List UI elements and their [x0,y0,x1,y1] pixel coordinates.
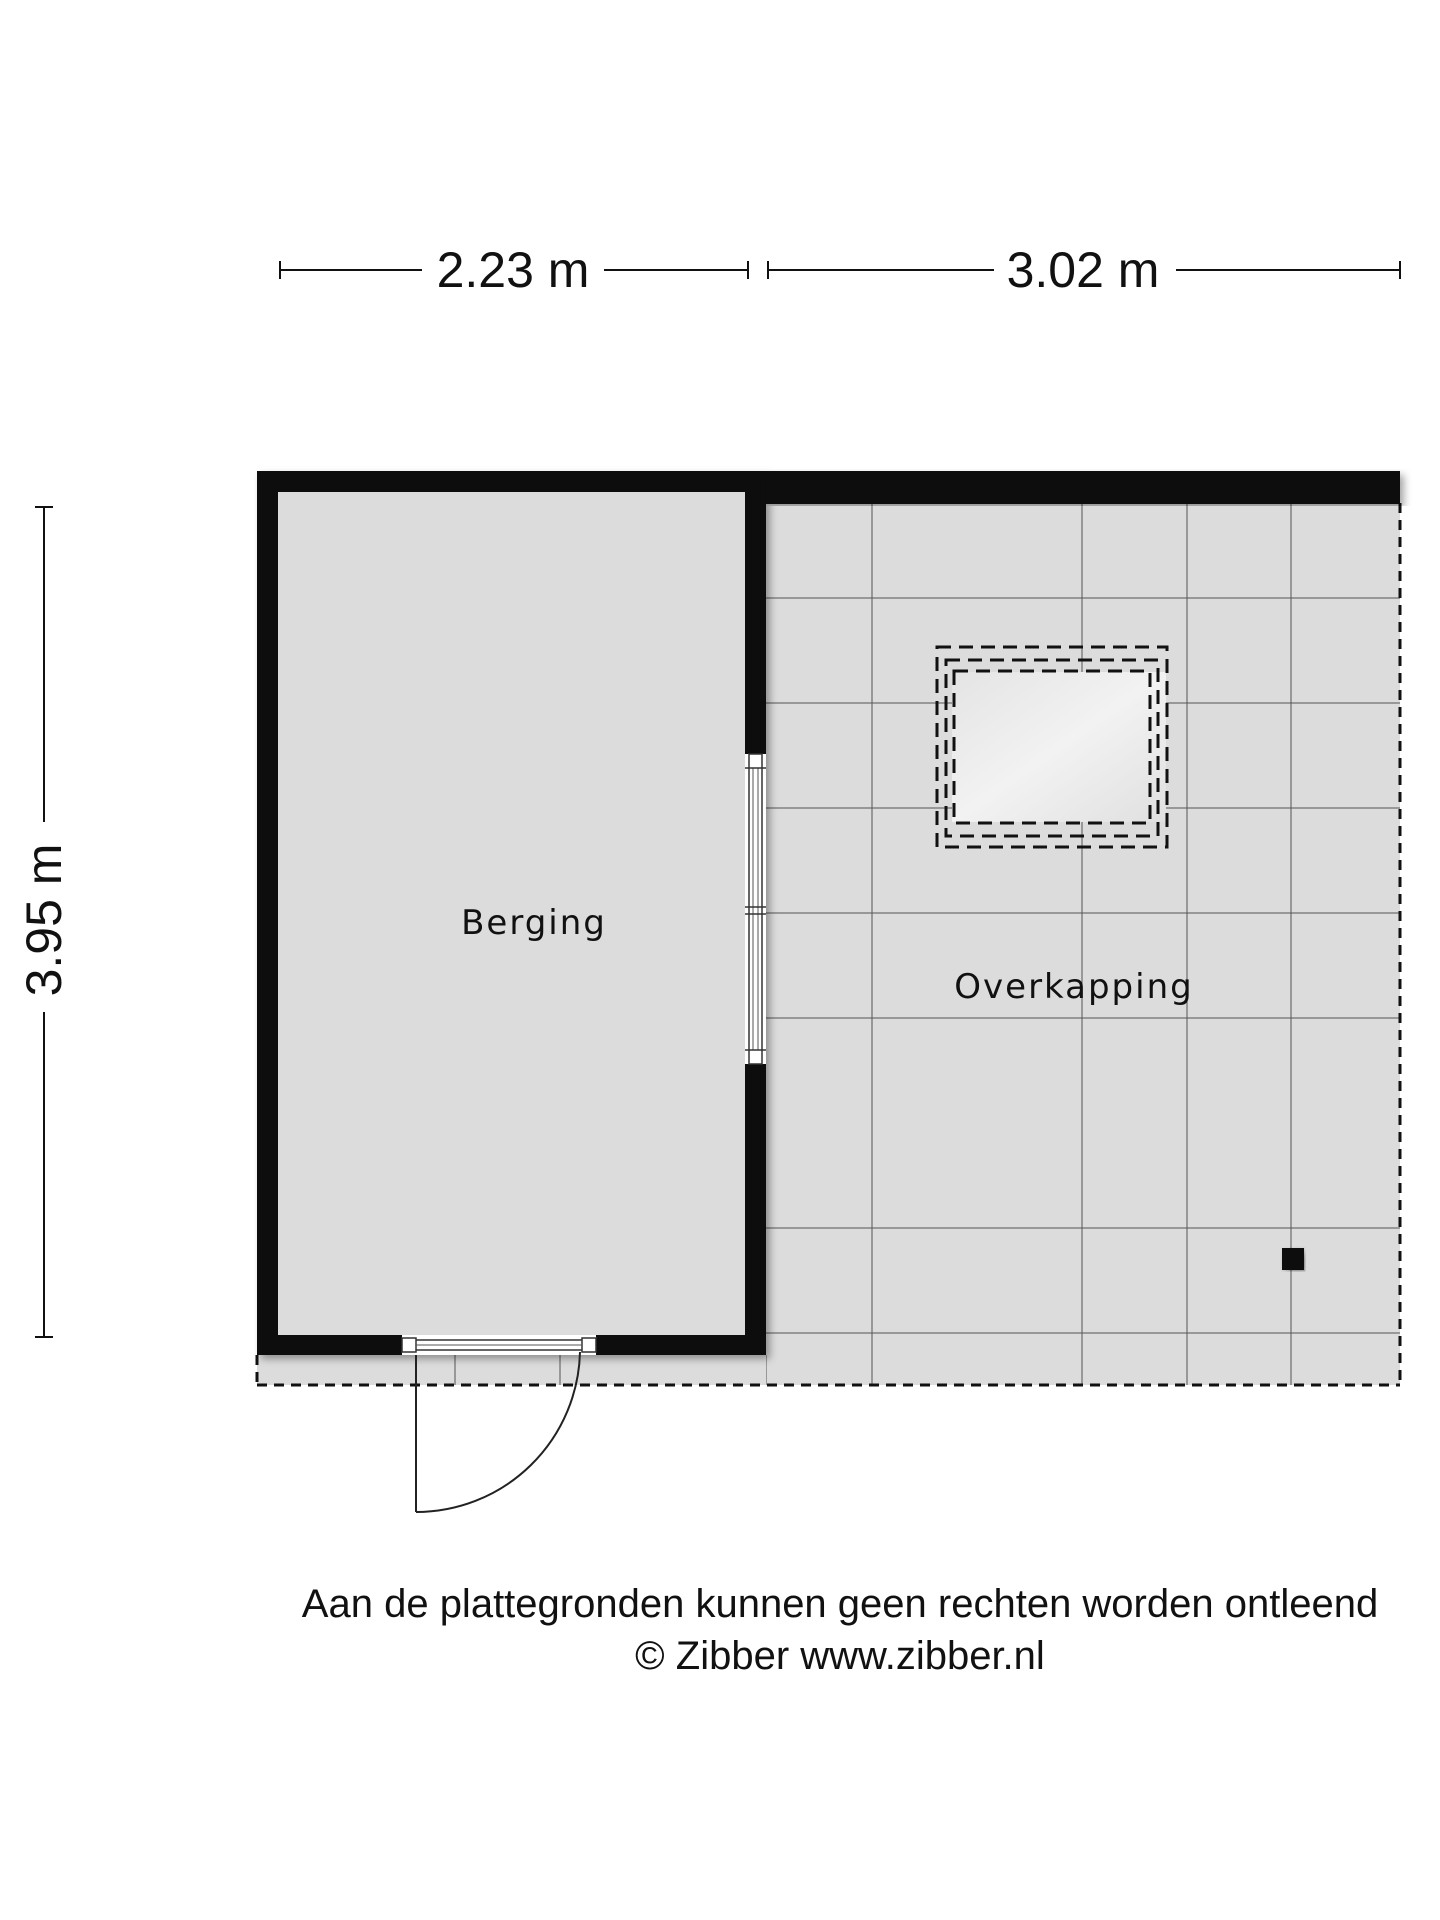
top-wall [766,471,1400,504]
room-label-berging: Berging [461,903,607,943]
disclaimer-text: Aan de plattegronden kunnen geen rechten worden ontleend [301,1582,1379,1626]
copyright-text: © Zibber www.zibber.nl [635,1634,1045,1678]
room-label-overkapping: Overkapping [954,967,1194,1007]
skylight [937,647,1167,847]
dimension-label-width-left: 2.23 m [436,242,590,298]
dimension-label-height: 3.95 m [16,843,72,997]
window [745,754,766,1064]
dimension-label-width-right: 3.02 m [1006,242,1160,298]
column-post [1282,1248,1304,1270]
